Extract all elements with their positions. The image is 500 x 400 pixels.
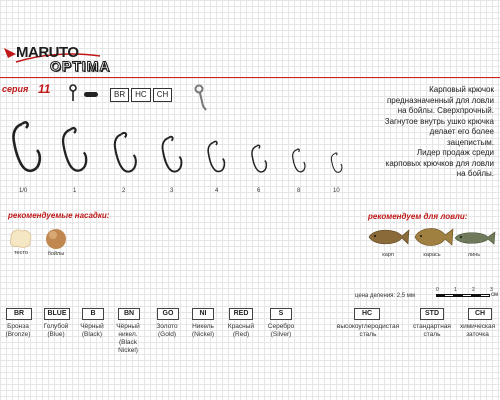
hook-size-label: 3 xyxy=(170,188,174,194)
scale-tick: 0 xyxy=(436,287,439,293)
hook-icon xyxy=(13,122,39,170)
finish-code: BLUE xyxy=(44,308,70,320)
hook-icon xyxy=(208,141,224,171)
steel-code: STD xyxy=(420,308,444,320)
description-line: карповых крючков для ловли xyxy=(385,158,494,168)
series-number: 11 xyxy=(38,82,51,96)
hook-size-label: 1 xyxy=(73,188,77,194)
hook-icon xyxy=(293,149,305,172)
finish-desc: Чёрный (Black) xyxy=(80,323,104,338)
hooks-row xyxy=(0,118,360,188)
finish-code: B xyxy=(82,308,104,320)
fish-label: линь xyxy=(467,252,481,258)
eye-types-icon xyxy=(66,84,110,102)
hook-size-label: 4 xyxy=(215,188,219,194)
finish-code: GO xyxy=(157,308,179,320)
finish-desc: Никель (Nickel) xyxy=(191,323,215,338)
fish-label: карась xyxy=(423,252,441,258)
finish-desc: Бронза (Bronze) xyxy=(5,323,31,338)
steel-code: HC xyxy=(354,308,380,320)
description-line: Загнутое внутрь ушко крючка xyxy=(384,116,494,126)
description-line: Лидер продаж среди xyxy=(416,148,494,157)
description-line: на бойлы. xyxy=(456,169,494,178)
bait-label: бойлы xyxy=(47,251,65,257)
straight-eye-icon xyxy=(84,92,98,97)
product-description xyxy=(382,85,494,180)
hook-size-label: 1/0 xyxy=(19,188,28,194)
finish-desc: Золото (Gold) xyxy=(156,323,178,338)
finish-code: BN xyxy=(118,308,140,320)
description-line: делает его более зацепистым. xyxy=(429,127,494,147)
scale-bar xyxy=(436,294,490,297)
finish-code: RED xyxy=(229,308,253,320)
hook-icon xyxy=(163,137,182,172)
steel-desc: высокоуглеродистая сталь xyxy=(336,323,400,338)
scale-unit: см xyxy=(491,292,499,298)
steel-desc: химическая заточка xyxy=(459,323,496,338)
finish-badge: HC xyxy=(131,88,151,102)
hook-icon xyxy=(252,145,266,172)
hook-size-label: 8 xyxy=(297,188,301,194)
curved-eye-icon xyxy=(193,84,209,114)
description-line: на бойлы. Сверхпрочный. xyxy=(397,106,494,115)
hook-icon xyxy=(63,128,86,171)
hook-size-label: 6 xyxy=(257,188,261,194)
brand-name-bottom: OPTIMA xyxy=(50,58,111,74)
hook-size-label: 2 xyxy=(122,188,126,194)
finish-code: BR xyxy=(6,308,32,320)
bait-label: тесто xyxy=(14,250,28,256)
scale-tick: 3 xyxy=(490,287,493,293)
tench-icon xyxy=(452,228,496,248)
finish-badge: BR xyxy=(110,88,129,102)
series-label: серия xyxy=(2,84,29,94)
finish-code: S xyxy=(270,308,292,320)
ring-eye-icon xyxy=(70,85,76,101)
hook-icon xyxy=(331,153,342,172)
header-divider xyxy=(0,77,500,78)
steel-desc: стандартная сталь xyxy=(413,323,451,338)
scale-tick: 1 xyxy=(454,287,457,293)
brand-name-top: MARUTO xyxy=(16,44,79,61)
scale-tick: 2 xyxy=(472,287,475,293)
carp-icon xyxy=(366,226,410,248)
steel-code: CH xyxy=(468,308,492,320)
finish-code: NI xyxy=(192,308,214,320)
finish-desc: Чёрный никел. (Black Nickel) xyxy=(116,323,140,354)
finish-desc: Голубой (Blue) xyxy=(43,323,69,338)
hook-icon xyxy=(115,133,136,172)
dough-icon xyxy=(8,227,34,249)
fish-title: рекомендуем для ловли: xyxy=(368,212,468,221)
brand-logo xyxy=(2,44,111,80)
finish-desc: Красный (Red) xyxy=(227,323,255,338)
fish-label: карп xyxy=(382,252,394,258)
crucian-icon xyxy=(412,225,454,249)
boilie-icon xyxy=(44,227,68,251)
description-line: Карповый крючок xyxy=(429,85,494,94)
hook-size-label: 10 xyxy=(333,188,340,194)
finish-desc: Серебро (Silver) xyxy=(267,323,295,338)
description-line: предназначенный для ловли xyxy=(386,95,494,105)
baits-title: рекомендуемые насадки: xyxy=(8,211,110,220)
finish-badge: CH xyxy=(153,88,173,102)
scale-label: цена деления: 2,5 мм xyxy=(355,293,416,299)
finish-badges-top xyxy=(110,88,172,102)
